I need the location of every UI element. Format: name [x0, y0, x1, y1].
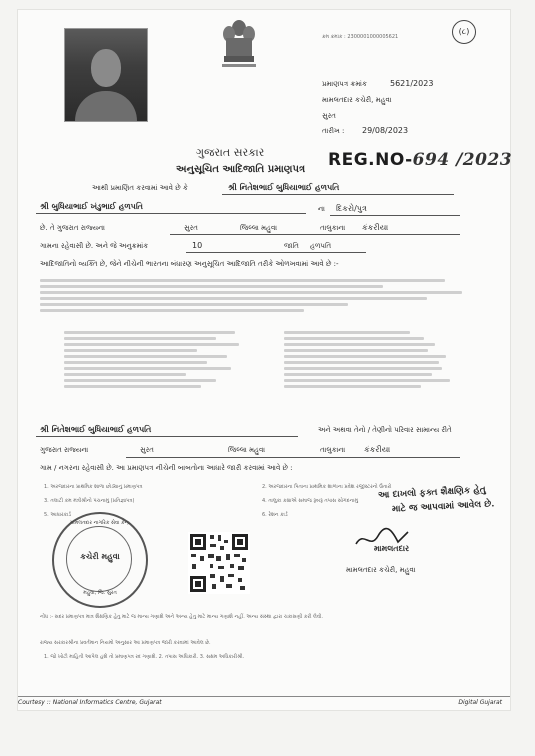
signatory-title: મામલતદાર: [374, 544, 410, 553]
signatory-office: મામલતદાર કચેરી, મહુવા: [346, 566, 416, 574]
handwritten-note-line2: માટે જ આપવામાં આવેલ છે.: [391, 499, 495, 515]
entry-number: 10: [192, 241, 203, 250]
government-title: ગુજરાત સરકાર: [196, 146, 265, 159]
office-seal: મામલતદાર નાગરિક સેવા કેન્દ્ર કચેરી મહુવા મહુવા, જિ. સુરત: [52, 512, 148, 608]
family-resident-text: અને અથવા તેનો / તેણીનો પરિવાર સામાન્ય રીતે: [318, 426, 452, 434]
resid-taluka-label: તાલુકાના: [320, 446, 346, 454]
district-name: સુરત: [322, 112, 336, 120]
handwritten-note-line1: આ દાખલો ફક્ત શૈક્ષણિક હેતુ: [377, 485, 487, 501]
resid-prefix: ગુજરાત રાજ્યના: [40, 446, 89, 454]
corner-mark: (૮): [452, 20, 476, 44]
qr-code-icon: [188, 532, 250, 594]
state-emblem-icon: [218, 16, 260, 70]
conditions-intro: રાજ્ય સરકારશ્રીના પ્રવર્તમાન નિયમો અનુસાર આ પ્રમાણપત્ર જારી કરવામાં આવેલ છે.: [40, 640, 211, 646]
registration-number: REG.NO-694 /2023: [328, 150, 513, 170]
doc-4: 4. તાલુકા કક્ષાએ સમાજ રૂબરૂ તપાસ સોગંદનામું: [262, 498, 358, 504]
barcode-label: ક્રમ ક્રમાંક : 2300001000005621: [322, 34, 399, 40]
footer-left: Courtesy :: National Informatics Centre, Gujarat: [18, 699, 162, 706]
date-value: 29/08/2023: [362, 126, 409, 135]
footer: [18, 696, 510, 706]
jilla-value: જિલ્લા મહુવા: [240, 224, 278, 232]
applicant-name: શ્રી નિતેશભાઈ બુધિયાભાઈ હળપતિ: [228, 183, 340, 192]
certify-text: આથી પ્રમાણિત કરવામાં આવે છે કે: [92, 184, 188, 192]
caste-name: હળપતિ: [310, 242, 332, 250]
relation-prefix: ના: [318, 205, 325, 213]
doc-3: 3. તલાટી કમ મંત્રીશ્રીનો પંચનામું (પ્રતિજ્ઞાપત્ર): [44, 498, 135, 504]
basis-text: ગામ / નગરના રહેવાસી છે. આ પ્રમાણપત્ર નીચેની બાબતોના આધારે જારી કરવામાં આવે છે :: [40, 464, 293, 472]
date-label: તારીખ :: [322, 127, 345, 135]
taluka-label: તાલુકાના: [320, 224, 346, 232]
person-name-2: શ્રી નિતેશભાઈ બુધિયાભાઈ હળપતિ: [40, 425, 152, 434]
cert-no-value: 5621/2023: [390, 79, 434, 88]
doc-6: 6. રેશન કાર્ડ: [262, 512, 288, 518]
conditions-list: 1. જો ખોટી માહિતી આપેલ હશે તો પ્રમાણપત્ર રદ ગણાશે. 2. તપાસ અધિકારી. 3. સક્ષમ અધિકારીશ્રી.: [44, 654, 245, 660]
doc-2: 2. અરજદારના પિતાના પ્રાથમિક શાળાના પ્રવેશ રજીસ્ટરનો ઉતારો: [262, 484, 392, 490]
relation: દિકરો/પુત્ર: [336, 204, 367, 213]
tribes-list-left: [64, 328, 254, 391]
note-text: નોંધ :- સદર પ્રમાણપત્ર માત્ર શૈક્ષણિક હેતુ માટે જ માન્ય ગણાશે અને અન્ય હેતુ માટે માન્ય ગણાશે નહીં. અન્ય સંસ્થા દ્વારા ચકાસણી કરી લેવી.: [40, 614, 323, 620]
state-prefix: છે. તે ગુજરાત રાજ્યના: [40, 224, 105, 232]
doc-1: 1. અરજદારના પ્રાથમિક શાળા છોડ્યાનું પ્રમાણપત્ર: [44, 484, 143, 490]
resid-jilla: જિલ્લા મહુવા: [228, 446, 266, 454]
scheduled-tribe-notice: આદિજાતિનો વ્યક્તિ છે, જેને નીચેની ભારતના બંધારણ અનુસૂચિત આદિજાતિ તરીકે ઓળખવામાં આવે છે :-: [40, 260, 339, 268]
certificate-title: અનુસૂચિત આદિજાતિ પ્રમાણપત્ર: [176, 164, 306, 175]
doc-5: 5. આધારકાર્ડ: [44, 512, 72, 518]
footer-right: Digital Gujarat: [458, 699, 502, 706]
entry-suffix: જાતિ: [284, 242, 299, 250]
father-name: શ્રી બુધિયાભાઈ ખંડુભાઈ હળપતિ: [40, 202, 143, 211]
district-value: સુરત: [184, 224, 198, 232]
taluka-value: કંકરીયા: [362, 223, 389, 232]
resid-district: સુરત: [140, 446, 154, 454]
entry-prefix: ગામના રહેવાસી છે. અને જે અનુક્રમાંક: [40, 242, 149, 250]
tribes-list-right: [284, 328, 464, 391]
resid-taluka: કંકરીયા: [364, 445, 391, 454]
cert-no-label: પ્રમાણપત્ર ક્રમાંક: [322, 80, 367, 88]
applicant-photo: [64, 28, 148, 122]
legal-references-list: [40, 276, 480, 315]
office-name: મામલતદાર કચેરી, મહુવા: [322, 96, 392, 104]
